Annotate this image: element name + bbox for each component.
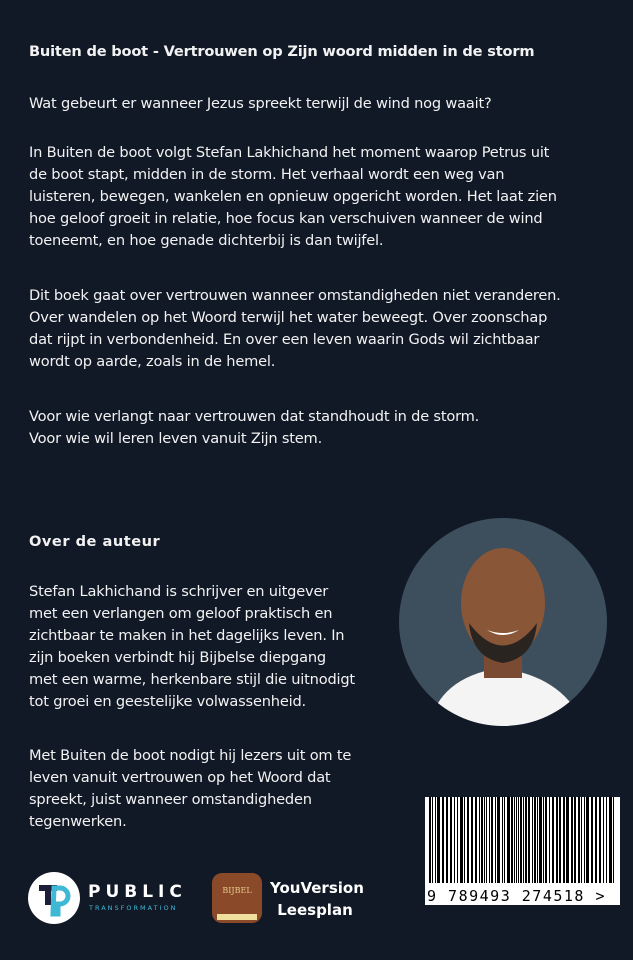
barcode-bar [586, 797, 589, 883]
youversion-line-1: YouVersion [270, 879, 364, 897]
author-bio-2 [29, 745, 351, 833]
paragraph-3 [29, 406, 479, 450]
barcode-bar [450, 797, 452, 883]
barcode-bar [479, 797, 481, 883]
barcode-bar [502, 797, 503, 883]
barcode-bar [514, 797, 515, 883]
barcode-bar [595, 797, 598, 883]
text-line: tot groei en geestelijke volwassenheid. [29, 693, 306, 710]
bible-icon-label: BIJBEL [222, 886, 252, 895]
barcode-bar [491, 797, 494, 883]
barcode-bar [599, 797, 601, 883]
barcode-bar [539, 797, 542, 883]
barcode-bar [495, 797, 496, 883]
barcode-bar [520, 797, 522, 883]
barcode-bar [578, 797, 580, 883]
text-line: Stefan Lakhichand is schrijver en uitgever [29, 583, 329, 600]
youversion-line-2: Leesplan [277, 901, 353, 919]
barcode-bar [584, 797, 585, 883]
author-photo [399, 518, 607, 726]
text-line: dat rijpt in verbondenheid. En over een leven waarin Gods wil zichtbaar [29, 331, 540, 348]
youversion-label [270, 877, 364, 921]
barcode-bar [549, 797, 550, 883]
barcode-bar [471, 797, 474, 883]
barcode-bar [504, 797, 505, 883]
book-title: Buiten de boot - Vertrouwen op Zijn woord midden in de storm [29, 43, 535, 60]
barcode-bar [581, 797, 582, 883]
barcode-bar [481, 797, 483, 883]
public-transformation-logo [28, 872, 80, 924]
barcode-bar [528, 797, 530, 883]
barcode-bar [532, 797, 533, 883]
text-line: zichtbaar te maken in het dagelijks leven. In [29, 627, 345, 644]
text-line: tegenwerken. [29, 813, 127, 830]
text-line: toeneemt, en hoe genade dichterbij is dan twijfel. [29, 232, 384, 249]
tp-monogram-icon [28, 872, 80, 924]
barcode-bar [475, 797, 477, 883]
bible-app-icon [212, 873, 262, 923]
barcode-bar [591, 797, 593, 883]
isbn-number: 9 789493 274518 > [427, 887, 607, 905]
barcode-bar [613, 797, 614, 883]
text-line: wordt op aarde, zoals in de hemel. [29, 353, 276, 370]
paragraph-1 [29, 142, 557, 252]
isbn-barcode [425, 797, 620, 905]
paragraph-2 [29, 285, 561, 373]
text-line: Voor wie wil leren leven vanuit Zijn stem. [29, 430, 323, 447]
barcode-bar [446, 797, 449, 883]
barcode-bar [511, 797, 514, 883]
text-line: zijn boeken verbindt hij Bijbelse diepgang [29, 649, 326, 666]
barcode-bar [556, 797, 558, 883]
barcode-bar [467, 797, 469, 883]
barcode-bar [437, 797, 440, 883]
barcode-bar [442, 797, 444, 883]
barcode-bar [516, 797, 517, 883]
barcode-bar [610, 797, 612, 883]
barcode-bar [489, 797, 490, 883]
text-line: de boot stapt, midden in de storm. Het verhaal wordt een weg van [29, 166, 505, 183]
barcode-bar [484, 797, 485, 883]
text-line: spreekt, juist wanneer omstandigheden [29, 791, 312, 808]
text-line: Met Buiten de boot nodigt hij lezers uit om te [29, 747, 352, 764]
barcode-bar [606, 797, 607, 883]
barcode-bar [534, 797, 536, 883]
intro-question: Wat gebeurt er wanneer Jezus spreekt terwijl de wind nog waait? [29, 95, 492, 112]
barcode-bar [486, 797, 487, 883]
barcode-bar [507, 797, 510, 883]
barcode-bar [566, 797, 569, 883]
barcode-bar [460, 797, 461, 883]
barcode-bar [543, 797, 544, 883]
barcode-bar [571, 797, 574, 883]
barcode-bar [497, 797, 500, 883]
barcode-bar [464, 797, 465, 883]
barcode-bar [429, 797, 431, 883]
barcode-bar [563, 797, 566, 883]
barcode-bar [435, 797, 436, 883]
text-line: met een warme, herkenbare stijl die uitnodigt [29, 671, 355, 688]
text-line: In Buiten de boot volgt Stefan Lakhichand het moment waarop Petrus uit [29, 144, 550, 161]
publisher-sub: TRANSFORMATION [89, 904, 178, 912]
text-line: Voor wie verlangt naar vertrouwen dat standhoudt in de storm. [29, 408, 480, 425]
barcode-bar [574, 797, 576, 883]
barcode-bar [525, 797, 527, 883]
barcode-bar [461, 797, 463, 883]
text-line: hoe geloof groeit in relatie, hoe focus kan verschuiven wanneer de wind [29, 210, 543, 227]
author-bio-1 [29, 581, 355, 713]
barcode-bar [432, 797, 433, 883]
barcode-bar [523, 797, 525, 883]
barcode-bar [537, 797, 538, 883]
text-line: luisteren, bewegen, wankelen en opnieuw opgericht worden. Het laat zien [29, 188, 557, 205]
barcode-bar [457, 797, 458, 883]
barcode-bar [603, 797, 604, 883]
author-heading: Over de auteur [29, 533, 161, 550]
barcode-bars [429, 797, 616, 883]
barcode-bar [552, 797, 555, 883]
barcode-bar [559, 797, 561, 883]
barcode-bar [545, 797, 547, 883]
text-line: Dit boek gaat over vertrouwen wanneer omstandigheden niet veranderen. [29, 287, 561, 304]
barcode-bar [609, 797, 610, 883]
text-line: leven vanuit vertrouwen op het Woord dat [29, 769, 331, 786]
barcode-bar [454, 797, 455, 883]
barcode-bar [518, 797, 519, 883]
text-line: met een verlangen om geloof praktisch en [29, 605, 333, 622]
text-line: Over wandelen op het Woord terwijl het water beweegt. Over zoonschap [29, 309, 548, 326]
publisher-name: PUBLIC [88, 882, 187, 902]
